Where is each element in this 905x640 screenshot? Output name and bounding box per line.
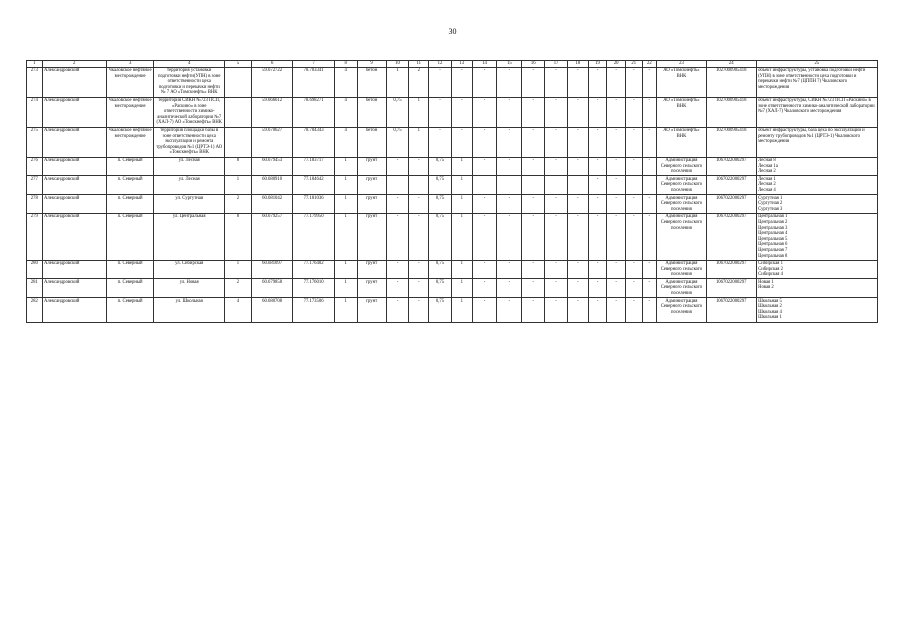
value-cell: - bbox=[545, 298, 568, 322]
house-cell: 2 bbox=[224, 195, 251, 214]
latitude-cell: 60.680708 bbox=[251, 298, 292, 322]
value-cell: - bbox=[451, 67, 472, 97]
latitude-cell: 59.672722 bbox=[251, 67, 292, 97]
owner-cell: АО «Томскнефть» ВНК bbox=[657, 97, 707, 127]
locality-cell: п. Северный bbox=[106, 213, 154, 260]
value-cell: - bbox=[567, 127, 588, 157]
column-number-header: 25 bbox=[756, 61, 877, 68]
value-cell: - bbox=[588, 97, 607, 127]
value-cell: - bbox=[429, 67, 452, 97]
locality-cell: Чкаловское нефтяное месторождение bbox=[106, 97, 154, 127]
value-cell: - bbox=[642, 260, 657, 279]
width-cell: 4 bbox=[334, 97, 357, 127]
locality-cell: Чкаловское нефтяное месторождение bbox=[106, 127, 154, 157]
value-cell: - bbox=[472, 298, 497, 322]
locality-cell: п. Северный bbox=[106, 260, 154, 279]
width-cell: 1 bbox=[334, 176, 357, 195]
column-number-header: 18 bbox=[567, 61, 588, 68]
longitude-cell: 77.181036 bbox=[293, 195, 334, 214]
surface-cell: грунт bbox=[357, 279, 386, 298]
value-cell: - bbox=[588, 298, 607, 322]
value-cell: - bbox=[522, 127, 545, 157]
table-row bbox=[27, 127, 878, 157]
row-number: 280 bbox=[27, 260, 43, 279]
sources-cell: Лесная 1 Лесная 2 Лесная 4 bbox=[756, 176, 877, 195]
value-cell: - bbox=[642, 298, 657, 322]
value-cell: - bbox=[545, 67, 568, 97]
value-cell: - bbox=[451, 97, 472, 127]
value-cell: - bbox=[545, 127, 568, 157]
owner-cell: Администрация Северного сельского поселения bbox=[657, 279, 707, 298]
column-number-header: 8 bbox=[334, 61, 357, 68]
value-cell: - bbox=[472, 127, 497, 157]
value-cell: - bbox=[607, 195, 626, 214]
locality-cell: п. Северный bbox=[106, 298, 154, 322]
column-number-header: 23 bbox=[657, 61, 707, 68]
value-cell: - bbox=[522, 260, 545, 279]
house-cell: 8 bbox=[224, 157, 251, 176]
latitude-cell: 59.666612 bbox=[251, 97, 292, 127]
column-number-header: 15 bbox=[497, 61, 522, 68]
value-cell: 0,75 bbox=[429, 279, 452, 298]
value-cell: - bbox=[642, 279, 657, 298]
value-cell: - bbox=[472, 195, 497, 214]
house-cell: 4 bbox=[224, 298, 251, 322]
row-number: 278 bbox=[27, 195, 43, 214]
latitude-cell: 60.681097 bbox=[251, 260, 292, 279]
value-cell: - bbox=[588, 176, 607, 195]
value-cell: 0,75 bbox=[386, 127, 409, 157]
column-number-header: 13 bbox=[451, 61, 472, 68]
width-cell: 4 bbox=[334, 67, 357, 97]
value-cell bbox=[409, 176, 429, 195]
table-row bbox=[27, 97, 878, 127]
value-cell: 1 bbox=[451, 279, 472, 298]
column-number-header: 12 bbox=[429, 61, 452, 68]
value-cell: - bbox=[642, 213, 657, 260]
latitude-cell: 59.670627 bbox=[251, 127, 292, 157]
ogrn-cell: 1067022000297 bbox=[706, 195, 756, 214]
ogrn-cell: 1067022000297 bbox=[706, 176, 756, 195]
table-row bbox=[27, 260, 878, 279]
width-cell: 1 bbox=[334, 279, 357, 298]
longitude-cell: 78.704343 bbox=[293, 127, 334, 157]
value-cell: - bbox=[642, 195, 657, 214]
district-cell: Александровский bbox=[42, 127, 106, 157]
value-cell: - bbox=[522, 213, 545, 260]
sources-cell: Сургутная 1 Сургутная 2 Сургутная 3 bbox=[756, 195, 877, 214]
locality-cell: Чкаловское нефтяное месторождение bbox=[106, 67, 154, 97]
value-cell bbox=[386, 176, 409, 195]
column-number-header: 20 bbox=[607, 61, 626, 68]
value-cell: - bbox=[642, 127, 657, 157]
value-cell: - bbox=[567, 213, 588, 260]
value-cell: 0,75 bbox=[386, 97, 409, 127]
house-cell: 2 bbox=[224, 279, 251, 298]
column-number-header: 11 bbox=[409, 61, 429, 68]
value-cell bbox=[625, 176, 642, 195]
value-cell: - bbox=[451, 127, 472, 157]
value-cell: - bbox=[625, 97, 642, 127]
owner-cell: Администрация Северного сельского поселения bbox=[657, 298, 707, 322]
surface-cell: бетон bbox=[357, 67, 386, 97]
value-cell: - bbox=[567, 97, 588, 127]
value-cell: - bbox=[472, 157, 497, 176]
value-cell: - bbox=[472, 213, 497, 260]
street-cell: ул. Лесная bbox=[154, 157, 224, 176]
value-cell: - bbox=[409, 298, 429, 322]
longitude-cell: 78.703341 bbox=[293, 67, 334, 97]
value-cell: - bbox=[497, 67, 522, 97]
value-cell: - bbox=[607, 67, 626, 97]
value-cell: 0,75 bbox=[429, 298, 452, 322]
value-cell: - bbox=[545, 260, 568, 279]
value-cell: - bbox=[625, 260, 642, 279]
locality-cell: п. Северный bbox=[106, 176, 154, 195]
street-cell: территория СИКН №723 ПСП, «Раскино» в зоне ответственности химико-аналитической лаборатории №7 (ХАЛ-7) АО «Томскнефть» ВНК bbox=[154, 97, 224, 127]
value-cell: - bbox=[545, 279, 568, 298]
width-cell: 1 bbox=[334, 298, 357, 322]
value-cell: - bbox=[567, 279, 588, 298]
value-cell: - bbox=[522, 67, 545, 97]
value-cell: - bbox=[409, 157, 429, 176]
value-cell: - bbox=[625, 298, 642, 322]
longitude-cell: 77.176402 bbox=[293, 260, 334, 279]
value-cell: - bbox=[567, 260, 588, 279]
column-number-header: 24 bbox=[706, 61, 756, 68]
street-cell: территория площадки базы в зоне ответственности цеха эксплуатации и ремонта трубопроводов №1 (ЦРТЭ-1) АО «Томскнефть» ВНК bbox=[154, 127, 224, 157]
house-cell bbox=[224, 97, 251, 127]
value-cell: - bbox=[409, 213, 429, 260]
ogrn-cell: 1027000905418 bbox=[706, 97, 756, 127]
value-cell: - bbox=[567, 195, 588, 214]
value-cell: - bbox=[472, 97, 497, 127]
column-number-row bbox=[27, 61, 878, 68]
value-cell: - bbox=[497, 127, 522, 157]
longitude-cell: 77.176010 bbox=[293, 279, 334, 298]
table-row bbox=[27, 176, 878, 195]
value-cell: - bbox=[386, 157, 409, 176]
value-cell: - bbox=[497, 298, 522, 322]
value-cell: - bbox=[522, 279, 545, 298]
column-number-header: 22 bbox=[642, 61, 657, 68]
value-cell: - bbox=[386, 213, 409, 260]
value-cell: - bbox=[545, 157, 568, 176]
value-cell: - bbox=[472, 67, 497, 97]
ogrn-cell: 1067022000297 bbox=[706, 260, 756, 279]
column-number-header: 16 bbox=[522, 61, 545, 68]
column-number-header: 6 bbox=[251, 61, 292, 68]
sources-cell: Школьная 5 Школьная 2 Школьная 4 Школьная 1 bbox=[756, 298, 877, 322]
value-cell: - bbox=[429, 127, 452, 157]
house-cell: 1 bbox=[224, 176, 251, 195]
owner-cell: Администрация Северного сельского поселения bbox=[657, 157, 707, 176]
column-number-header: 21 bbox=[625, 61, 642, 68]
value-cell: - bbox=[588, 157, 607, 176]
value-cell: - bbox=[625, 279, 642, 298]
longitude-cell: 78.698271 bbox=[293, 97, 334, 127]
value-cell: - bbox=[567, 157, 588, 176]
table-row bbox=[27, 279, 878, 298]
value-cell: - bbox=[497, 157, 522, 176]
street-cell: территория установки подготовки нефти(УПН) в зоне ответственности цеха подготовки и перекачки нефти № 7 АО «Томскнефть» ВНК bbox=[154, 67, 224, 97]
value-cell: - bbox=[497, 195, 522, 214]
value-cell: 2 bbox=[409, 67, 429, 97]
value-cell: 1 bbox=[451, 213, 472, 260]
table-row bbox=[27, 298, 878, 322]
width-cell: 1 bbox=[334, 157, 357, 176]
value-cell bbox=[522, 176, 545, 195]
longitude-cell: 77.184642 bbox=[293, 176, 334, 195]
surface-cell: грунт bbox=[357, 298, 386, 322]
value-cell: - bbox=[497, 260, 522, 279]
house-cell: 8 bbox=[224, 213, 251, 260]
row-number: 275 bbox=[27, 127, 43, 157]
value-cell: - bbox=[497, 279, 522, 298]
value-cell: - bbox=[567, 67, 588, 97]
value-cell: - bbox=[607, 127, 626, 157]
value-cell: - bbox=[625, 67, 642, 97]
sources-cell: Новая 1 Новая 2 bbox=[756, 279, 877, 298]
column-number-header: 1 bbox=[27, 61, 43, 68]
value-cell: 1 bbox=[451, 157, 472, 176]
table-row bbox=[27, 67, 878, 97]
value-cell: - bbox=[472, 279, 497, 298]
value-cell: - bbox=[522, 298, 545, 322]
surface-cell: грунт bbox=[357, 157, 386, 176]
value-cell: - bbox=[588, 127, 607, 157]
value-cell: 1 bbox=[451, 260, 472, 279]
street-cell: ул. Центральная bbox=[154, 213, 224, 260]
page-number: 30 bbox=[448, 27, 457, 36]
surface-cell: бетон bbox=[357, 127, 386, 157]
value-cell: - bbox=[429, 97, 452, 127]
table-row bbox=[27, 157, 878, 176]
ogrn-cell: 1067022000297 bbox=[706, 298, 756, 322]
value-cell: 0,75 bbox=[429, 176, 452, 195]
value-cell: 1 bbox=[409, 97, 429, 127]
longitude-cell: 77.173506 bbox=[293, 298, 334, 322]
value-cell bbox=[545, 176, 568, 195]
street-cell: ул. Школьная bbox=[154, 298, 224, 322]
value-cell: - bbox=[607, 279, 626, 298]
latitude-cell: 60.679858 bbox=[251, 279, 292, 298]
value-cell: - bbox=[607, 260, 626, 279]
value-cell: 1 bbox=[451, 176, 472, 195]
owner-cell: АО «Томскнефть» ВНК bbox=[657, 127, 707, 157]
value-cell: - bbox=[607, 298, 626, 322]
value-cell: - bbox=[607, 157, 626, 176]
sources-cell: объект инфраструктуры, база цеха по эксплуатации и ремонту трубопроводов №1 (ЦРТЭ-1) Чкаловского месторождения bbox=[756, 127, 877, 157]
value-cell: - bbox=[522, 195, 545, 214]
latitude-cell: 60.681042 bbox=[251, 195, 292, 214]
district-cell: Александровский bbox=[42, 195, 106, 214]
value-cell: - bbox=[545, 97, 568, 127]
value-cell: 0,75 bbox=[429, 157, 452, 176]
column-number-header: 10 bbox=[386, 61, 409, 68]
value-cell: - bbox=[545, 213, 568, 260]
value-cell: - bbox=[588, 260, 607, 279]
value-cell: - bbox=[497, 97, 522, 127]
value-cell: - bbox=[409, 260, 429, 279]
value-cell: - bbox=[607, 213, 626, 260]
district-cell: Александровский bbox=[42, 213, 106, 260]
column-number-header: 7 bbox=[293, 61, 334, 68]
value-cell: - bbox=[588, 213, 607, 260]
ogrn-cell: 1067022000297 bbox=[706, 157, 756, 176]
row-number: 281 bbox=[27, 279, 43, 298]
value-cell: - bbox=[588, 67, 607, 97]
value-cell bbox=[472, 176, 497, 195]
house-cell bbox=[224, 127, 251, 157]
column-number-header: 14 bbox=[472, 61, 497, 68]
row-number: 273 bbox=[27, 67, 43, 97]
surface-cell: бетон bbox=[357, 97, 386, 127]
sources-cell: Лесная 8 Лесная 1а Лесная 2 bbox=[756, 157, 877, 176]
sources-cell: объект инфраструктуры, установка подготовки нефти (УПН) в зоне ответственности цеха подготовки и перекачки нефти №7 (ЦППН 7) Чкаловского месторождения bbox=[756, 67, 877, 97]
column-number-header: 19 bbox=[588, 61, 607, 68]
row-number: 276 bbox=[27, 157, 43, 176]
column-number-header: 3 bbox=[106, 61, 154, 68]
value-cell: - bbox=[588, 279, 607, 298]
longitude-cell: 77.183717 bbox=[293, 157, 334, 176]
value-cell: - bbox=[386, 195, 409, 214]
latitude-cell: 60.679453 bbox=[251, 157, 292, 176]
value-cell: - bbox=[642, 157, 657, 176]
latitude-cell: 60.679257 bbox=[251, 213, 292, 260]
owner-cell: АО «Томскнефть» ВНК bbox=[657, 67, 707, 97]
street-cell: ул. Лесная bbox=[154, 176, 224, 195]
value-cell: 0,75 bbox=[429, 213, 452, 260]
value-cell: - bbox=[409, 279, 429, 298]
surface-cell: грунт bbox=[357, 213, 386, 260]
column-number-header: 5 bbox=[224, 61, 251, 68]
table-body bbox=[27, 67, 878, 322]
value-cell bbox=[642, 176, 657, 195]
table-header bbox=[27, 61, 878, 68]
value-cell: - bbox=[522, 97, 545, 127]
value-cell: 1 bbox=[409, 127, 429, 157]
value-cell: - bbox=[522, 157, 545, 176]
value-cell: - bbox=[386, 260, 409, 279]
district-cell: Александровский bbox=[42, 279, 106, 298]
value-cell: - bbox=[625, 213, 642, 260]
value-cell: 0,75 bbox=[429, 260, 452, 279]
locality-cell: п. Северный bbox=[106, 279, 154, 298]
district-cell: Александровский bbox=[42, 157, 106, 176]
district-cell: Александровский bbox=[42, 260, 106, 279]
latitude-cell: 60.680910 bbox=[251, 176, 292, 195]
value-cell: 1 bbox=[451, 298, 472, 322]
value-cell: 1 bbox=[386, 67, 409, 97]
district-cell: Александровский bbox=[42, 176, 106, 195]
table-row bbox=[27, 213, 878, 260]
value-cell bbox=[497, 176, 522, 195]
row-number: 274 bbox=[27, 97, 43, 127]
sources-cell: Сибирская 1 Сибирская 2 Сибирская 4 bbox=[756, 260, 877, 279]
value-cell: 0,75 bbox=[429, 195, 452, 214]
column-number-header: 9 bbox=[357, 61, 386, 68]
street-cell: ул. Сибирская bbox=[154, 260, 224, 279]
value-cell: - bbox=[409, 195, 429, 214]
value-cell: - bbox=[386, 279, 409, 298]
longitude-cell: 77.179950 bbox=[293, 213, 334, 260]
width-cell: 4 bbox=[334, 127, 357, 157]
value-cell: - bbox=[607, 176, 626, 195]
value-cell: - bbox=[625, 195, 642, 214]
value-cell: - bbox=[567, 298, 588, 322]
width-cell: 1 bbox=[334, 195, 357, 214]
value-cell: - bbox=[607, 97, 626, 127]
surface-cell: грунт bbox=[357, 195, 386, 214]
owner-cell: Администрация Северного сельского поселения bbox=[657, 195, 707, 214]
surface-cell: грунт bbox=[357, 176, 386, 195]
column-number-header: 2 bbox=[42, 61, 106, 68]
column-number-header: 4 bbox=[154, 61, 224, 68]
surface-cell: грунт bbox=[357, 260, 386, 279]
owner-cell: Администрация Северного сельского поселения bbox=[657, 213, 707, 260]
sources-cell: объект инфраструктуры, СИКН №723 ПСП «Раскино» в зоне ответственности химико-аналитической лаборатории №7 (ХАЛ-7) Чкаловского месторождения bbox=[756, 97, 877, 127]
value-cell bbox=[567, 176, 588, 195]
row-number: 279 bbox=[27, 213, 43, 260]
house-cell: 1 bbox=[224, 260, 251, 279]
value-cell: - bbox=[588, 195, 607, 214]
value-cell: 1 bbox=[451, 195, 472, 214]
street-cell: ул. Сургутная bbox=[154, 195, 224, 214]
ogrn-cell: 1067022000297 bbox=[706, 279, 756, 298]
value-cell: - bbox=[625, 127, 642, 157]
district-cell: Александровский bbox=[42, 298, 106, 322]
registry-table bbox=[26, 60, 878, 323]
value-cell: - bbox=[625, 157, 642, 176]
value-cell: - bbox=[642, 67, 657, 97]
table-row bbox=[27, 195, 878, 214]
locality-cell: п. Северный bbox=[106, 195, 154, 214]
column-number-header: 17 bbox=[545, 61, 568, 68]
value-cell: - bbox=[472, 260, 497, 279]
value-cell: - bbox=[545, 195, 568, 214]
width-cell: 1 bbox=[334, 260, 357, 279]
value-cell: - bbox=[642, 97, 657, 127]
ogrn-cell: 1027000905418 bbox=[706, 127, 756, 157]
street-cell: ул. Новая bbox=[154, 279, 224, 298]
locality-cell: п. Северный bbox=[106, 157, 154, 176]
sources-cell: Центральная 1 Центральная 2 Центральная 3 Центральная 4 Центральная 5 Центральная 6 Центральная 7 Центральная 8 bbox=[756, 213, 877, 260]
owner-cell: Администрация Северного сельского поселения bbox=[657, 260, 707, 279]
ogrn-cell: 1067022000297 bbox=[706, 213, 756, 260]
owner-cell: Администрация Северного сельского поселения bbox=[657, 176, 707, 195]
district-cell: Александровский bbox=[42, 97, 106, 127]
ogrn-cell: 1027000905418 bbox=[706, 67, 756, 97]
row-number: 282 bbox=[27, 298, 43, 322]
house-cell bbox=[224, 67, 251, 97]
district-cell: Александровский bbox=[42, 67, 106, 97]
value-cell: - bbox=[386, 298, 409, 322]
row-number: 277 bbox=[27, 176, 43, 195]
width-cell: 1 bbox=[334, 213, 357, 260]
value-cell: - bbox=[497, 213, 522, 260]
